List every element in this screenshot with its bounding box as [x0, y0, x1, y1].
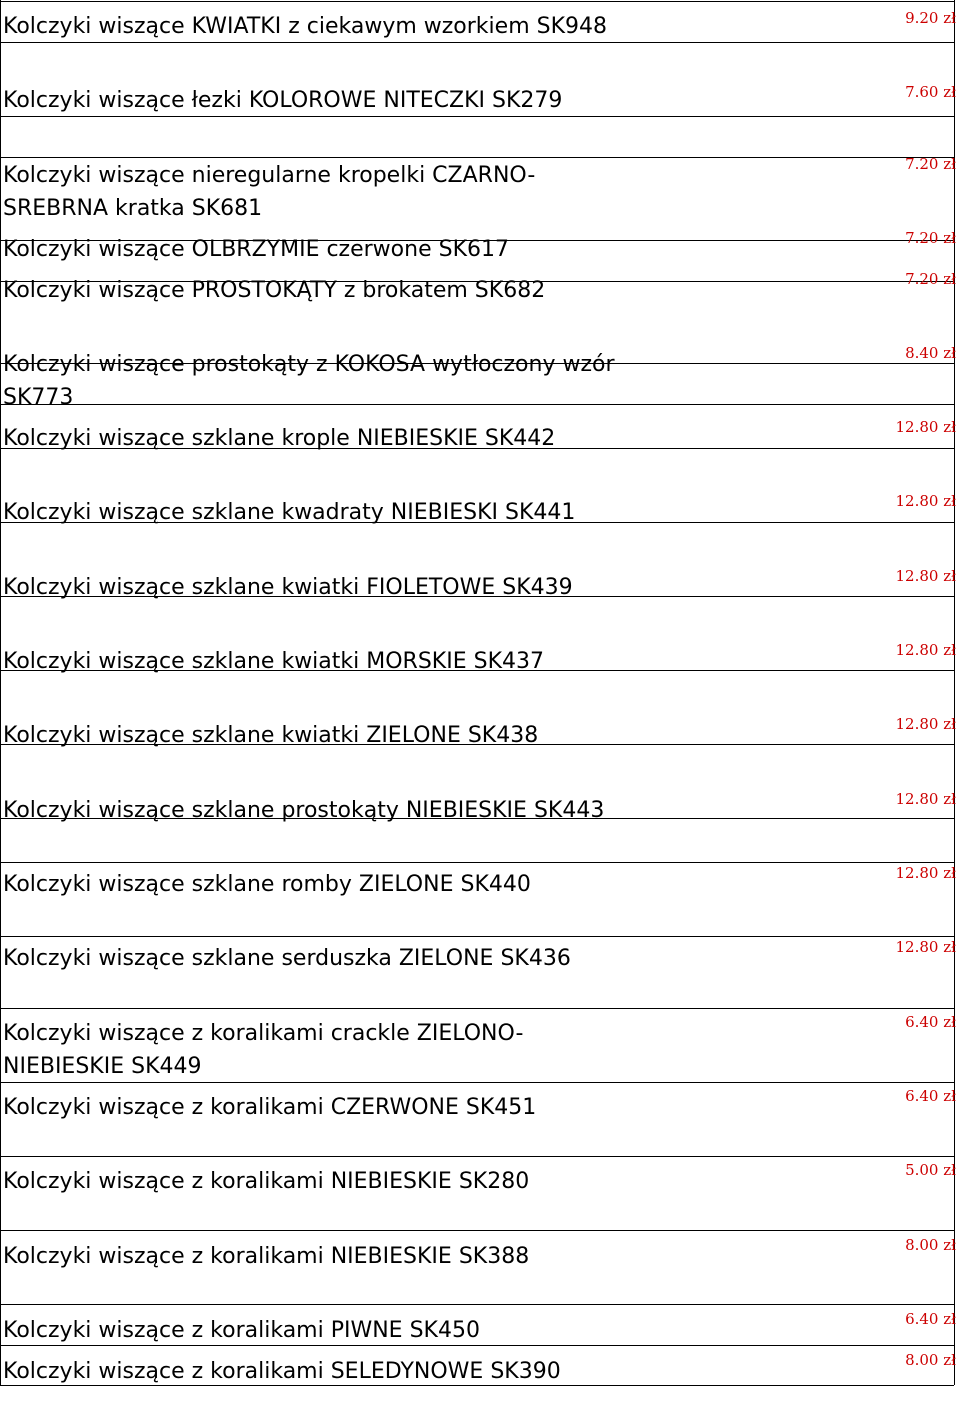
product-price: 12.80 zł — [895, 716, 956, 732]
product-name: Kolczyki wiszące szklane romby ZIELONE SK440 — [3, 872, 531, 897]
product-name: Kolczyki wiszące OLBRZYMIE czerwone SK617 — [3, 237, 509, 262]
product-price: 8.00 zł — [905, 1237, 956, 1253]
product-name: Kolczyki wiszące z koralikami SELEDYNOWE SK390 — [3, 1359, 561, 1384]
product-name: Kolczyki wiszące łezki KOLOROWE NITECZKI SK279 — [3, 88, 563, 113]
product-name: Kolczyki wiszące z koralikami crackle ZIELONO-NIEBIESKIE SK449 — [3, 1021, 524, 1079]
product-price: 9.20 zł — [905, 10, 956, 26]
row-divider — [0, 936, 954, 937]
product-price: 7.20 zł — [905, 156, 956, 172]
product-name: Kolczyki wiszące KWIATKI z ciekawym wzorkiem SK948 — [3, 14, 608, 39]
product-name: Kolczyki wiszące szklane serduszka ZIELONE SK436 — [3, 946, 571, 971]
row-divider — [0, 1, 954, 2]
product-price: 12.80 zł — [895, 865, 956, 881]
product-price: 6.40 zł — [905, 1014, 956, 1030]
product-name: Kolczyki wiszące z koralikami PIWNE SK450 — [3, 1318, 480, 1343]
product-price: 12.80 zł — [895, 568, 956, 584]
row-divider — [0, 1008, 954, 1009]
product-name: Kolczyki wiszące nieregularne kropelki CZARNO-SREBRNA kratka SK681 — [3, 163, 536, 221]
product-name: Kolczyki wiszące szklane krople NIEBIESKIE SK442 — [3, 426, 556, 451]
row-divider — [0, 1156, 954, 1157]
product-price: 12.80 zł — [895, 419, 956, 435]
product-name: Kolczyki wiszące szklane kwadraty NIEBIESKI SK441 — [3, 500, 576, 525]
product-price: 5.00 zł — [905, 1162, 956, 1178]
product-price: 6.40 zł — [905, 1088, 956, 1104]
product-name: Kolczyki wiszące szklane kwiatki FIOLETOWE SK439 — [3, 575, 573, 600]
table-left-border — [0, 0, 1, 1385]
product-price: 12.80 zł — [895, 642, 956, 658]
product-price: 7.60 zł — [905, 84, 956, 100]
product-name: Kolczyki wiszące z koralikami CZERWONE SK451 — [3, 1095, 537, 1120]
row-divider — [0, 1304, 954, 1305]
product-price: 7.20 zł — [905, 271, 956, 287]
product-price: 12.80 zł — [895, 493, 956, 509]
product-price: 12.80 zł — [895, 939, 956, 955]
product-name: Kolczyki wiszące szklane prostokąty NIEBIESKIE SK443 — [3, 798, 605, 823]
product-name: Kolczyki wiszące z koralikami NIEBIESKIE SK280 — [3, 1169, 530, 1194]
product-price: 8.40 zł — [905, 345, 956, 361]
product-name: Kolczyki wiszące PROSTOKĄTY z brokatem SK682 — [3, 278, 546, 303]
row-divider — [0, 1230, 954, 1231]
product-price: 12.80 zł — [895, 791, 956, 807]
product-price: 8.00 zł — [905, 1352, 956, 1368]
row-divider — [0, 862, 954, 863]
product-name: Kolczyki wiszące prostokąty z KOKOSA wytłoczony wzór SK773 — [3, 352, 615, 410]
row-divider — [0, 157, 954, 158]
product-price: 7.20 zł — [905, 230, 956, 246]
product-price: 6.40 zł — [905, 1311, 956, 1327]
product-name: Kolczyki wiszące szklane kwiatki ZIELONE SK438 — [3, 723, 539, 748]
product-name: Kolczyki wiszące szklane kwiatki MORSKIE SK437 — [3, 649, 544, 674]
product-name: Kolczyki wiszące z koralikami NIEBIESKIE SK388 — [3, 1244, 530, 1269]
